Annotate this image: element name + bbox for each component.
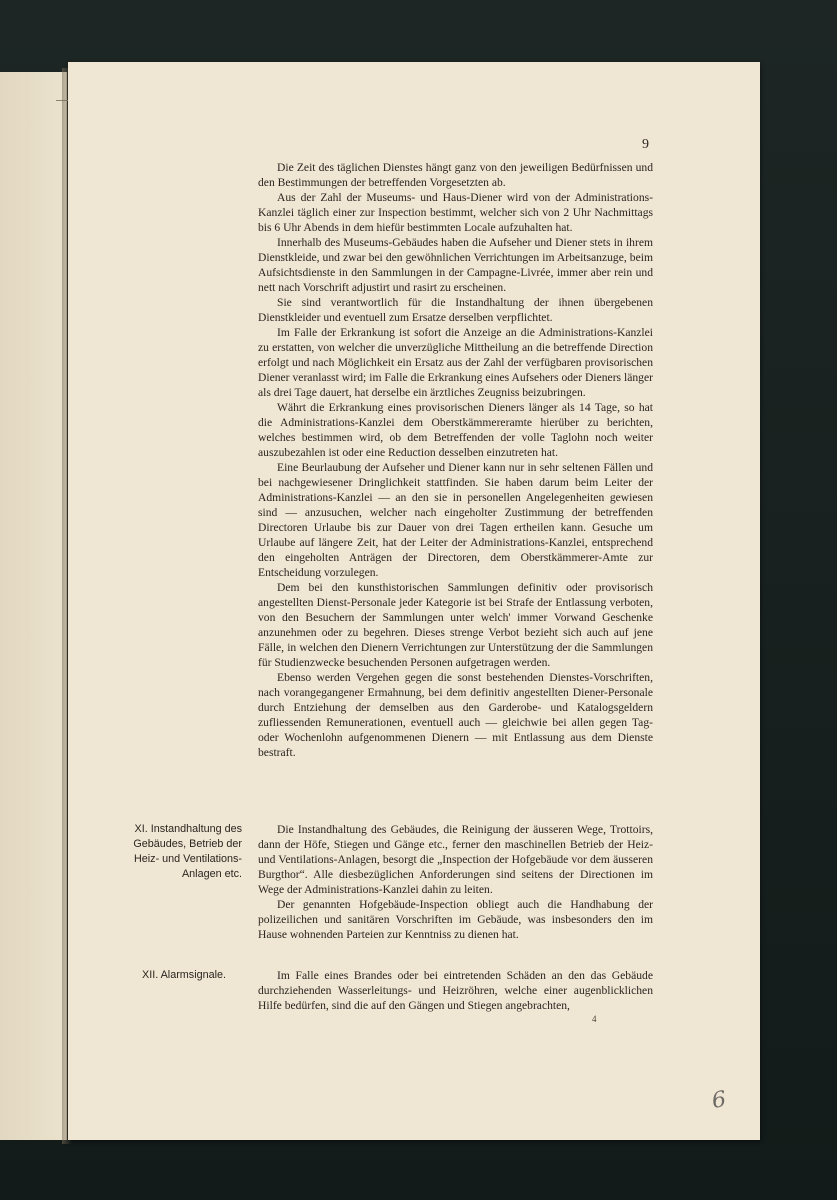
paragraph: Währt die Erkrankung eines provisorischen Dieners länger als 14 Tage, so hat die Administrations-Kanzlei dem Oberstkämmereramte hierüber zu berichten, welches bestimmen wird, ob dem Betreffenden der volle Taglohn noch weiter auszubezahlen ist oder eine Reduction desselben einzutreten hat. bbox=[258, 401, 653, 459]
paragraph: Im Falle eines Brandes oder bei eintretenden Schäden an den das Gebäude durchziehenden Wasserleitungs- und Heizröhren, welche einer augenblicklichen Hilfe bedürfen, sind die auf den Gängen und Stiegen angebrachten, bbox=[258, 969, 653, 1012]
section-xii-heading: XII. Alarmsignale. bbox=[142, 969, 227, 981]
paragraph: Die Zeit des täglichen Dienstes hängt ganz von den jeweiligen Bedürfnissen und den Bestimmungen der betreffenden Vorgesetzten ab. bbox=[258, 161, 653, 189]
paragraph: Aus der Zahl der Museums- und Haus-Diener wird von der Administrations-Kanzlei täglich einer zur Inspection bestimmt, welcher sich von 2 Uhr Nachmittags bis 6 Uhr Abends in dem hiefür bestimmten Locale aufzuhalten hat. bbox=[258, 191, 653, 234]
paragraph: Sie sind verantwortlich für die Instandhaltung der ihnen übergebenen Dienstkleider und eventuell zum Ersatze derselben verpflichtet. bbox=[258, 296, 653, 324]
document-page bbox=[68, 62, 760, 1140]
main-text bbox=[258, 160, 653, 760]
archive-pencil-number: 6 bbox=[710, 1087, 728, 1114]
paragraph: Eine Beurlaubung der Aufseher und Diener kann nur in sehr seltenen Fällen und bei nachgewiesener Dringlichkeit stattfinden. Sie haben darum beim Leiter der Administrations-Kanzlei — an den sie in personellen Angelegenheiten gewiesen sind — anzusuchen, welcher nach eingeholter Zustimmung der betreffenden Directoren Urlaube bis zur Dauer von drei Tagen ertheilen kann. Gesuche um Urlaube auf längere Zeit, hat der Leiter der Administrations-Kanzlei, entsprechend den eingeholten Anträgen der Directoren, dem Oberstkämmerer-Amte zur Entscheidung vorzulegen. bbox=[258, 461, 653, 579]
section-xi-heading: XI. Instandhaltung des Gebäudes, Betrieb der Heiz- und Ventilations-Anlagen etc. bbox=[133, 823, 242, 880]
paragraph: Ebenso werden Vergehen gegen die sonst bestehenden Dienstes-Vorschriften, nach vorangegangener Ermahnung, bei dem definitiv angestellten Diener-Personale durch Entziehung der demselben aus den Garderobe- und Katalogsgeldern zufliessenden Remunerationen, eventuell auch — gleichwie bei allen gegen Tag- oder Wochenlohn aufgenommenen Dienern — mit Entlassung aus dem Dienste bestraft. bbox=[258, 671, 653, 759]
left-facing-page bbox=[0, 72, 67, 1140]
paragraph: Der genannten Hofgebäude-Inspection obliegt auch die Handhabung der polizeilichen und sanitären Vorschriften im Gebäude, was insbesonders den im Hause wohnenden Parteien zur Kenntniss zu dienen hat. bbox=[258, 898, 653, 941]
paragraph: Die Instandhaltung des Gebäudes, die Reinigung der äusseren Wege, Trottoirs, dann der Höfe, Stiegen und Gänge etc., ferner den maschinellen Betrieb der Heiz- und Ventilations-Anlagen, besorgt die „Inspection der Hofgebäude vor dem äusseren Burgthor“. Alle diesbezüglichen Anforderungen sind seitens der Directionen im Wege der Administrations-Kanzlei dahin zu leiten. bbox=[258, 823, 653, 896]
paragraph: Im Falle der Erkrankung ist sofort die Anzeige an die Administrations-Kanzlei zu erstatten, von welcher die unverzügliche Mittheilung an die betreffende Direction erfolgt und nach Möglichkeit ein Ersatz aus der Zahl der verfügbaren provisorischen Diener veranlasst wird; im Falle die Erkrankung eines Aufsehers oder Dieners länger als drei Tage dauert, hat derselbe ein ärztliches Zeugniss beizubringen. bbox=[258, 326, 653, 399]
section-xi-body bbox=[258, 822, 653, 942]
paragraph: Innerhalb des Museums-Gebäudes haben die Aufseher und Diener stets in ihrem Dienstkleide, und zwar bei den gewöhnlichen Verrichtungen im Arbeitsanzuge, beim Aufsichtsdienste in den Sammlungen in der Campagne-Livrée, immer aber rein und nett nach Vorschrift adjustirt und rasirt zu erscheinen. bbox=[258, 236, 653, 294]
signature-mark: 4 bbox=[592, 1014, 597, 1024]
page-number: 9 bbox=[642, 137, 649, 152]
section-xii-body bbox=[258, 968, 653, 1013]
paragraph: Dem bei den kunsthistorischen Sammlungen definitiv oder provisorisch angestellten Dienst-Personale jeder Kategorie ist bei Strafe der Entlassung verboten, von den Besuchern der Sammlungen unter welch' immer Vorwand Geschenke anzunehmen oder zu begehren. Dieses strenge Verbot bezieht sich auch auf jene Fälle, in welchen den Dienern Verrichtungen zur Unterstützung der die Sammlungen für Studienzwecke besuchenden Personen aufgetragen werden. bbox=[258, 581, 653, 669]
